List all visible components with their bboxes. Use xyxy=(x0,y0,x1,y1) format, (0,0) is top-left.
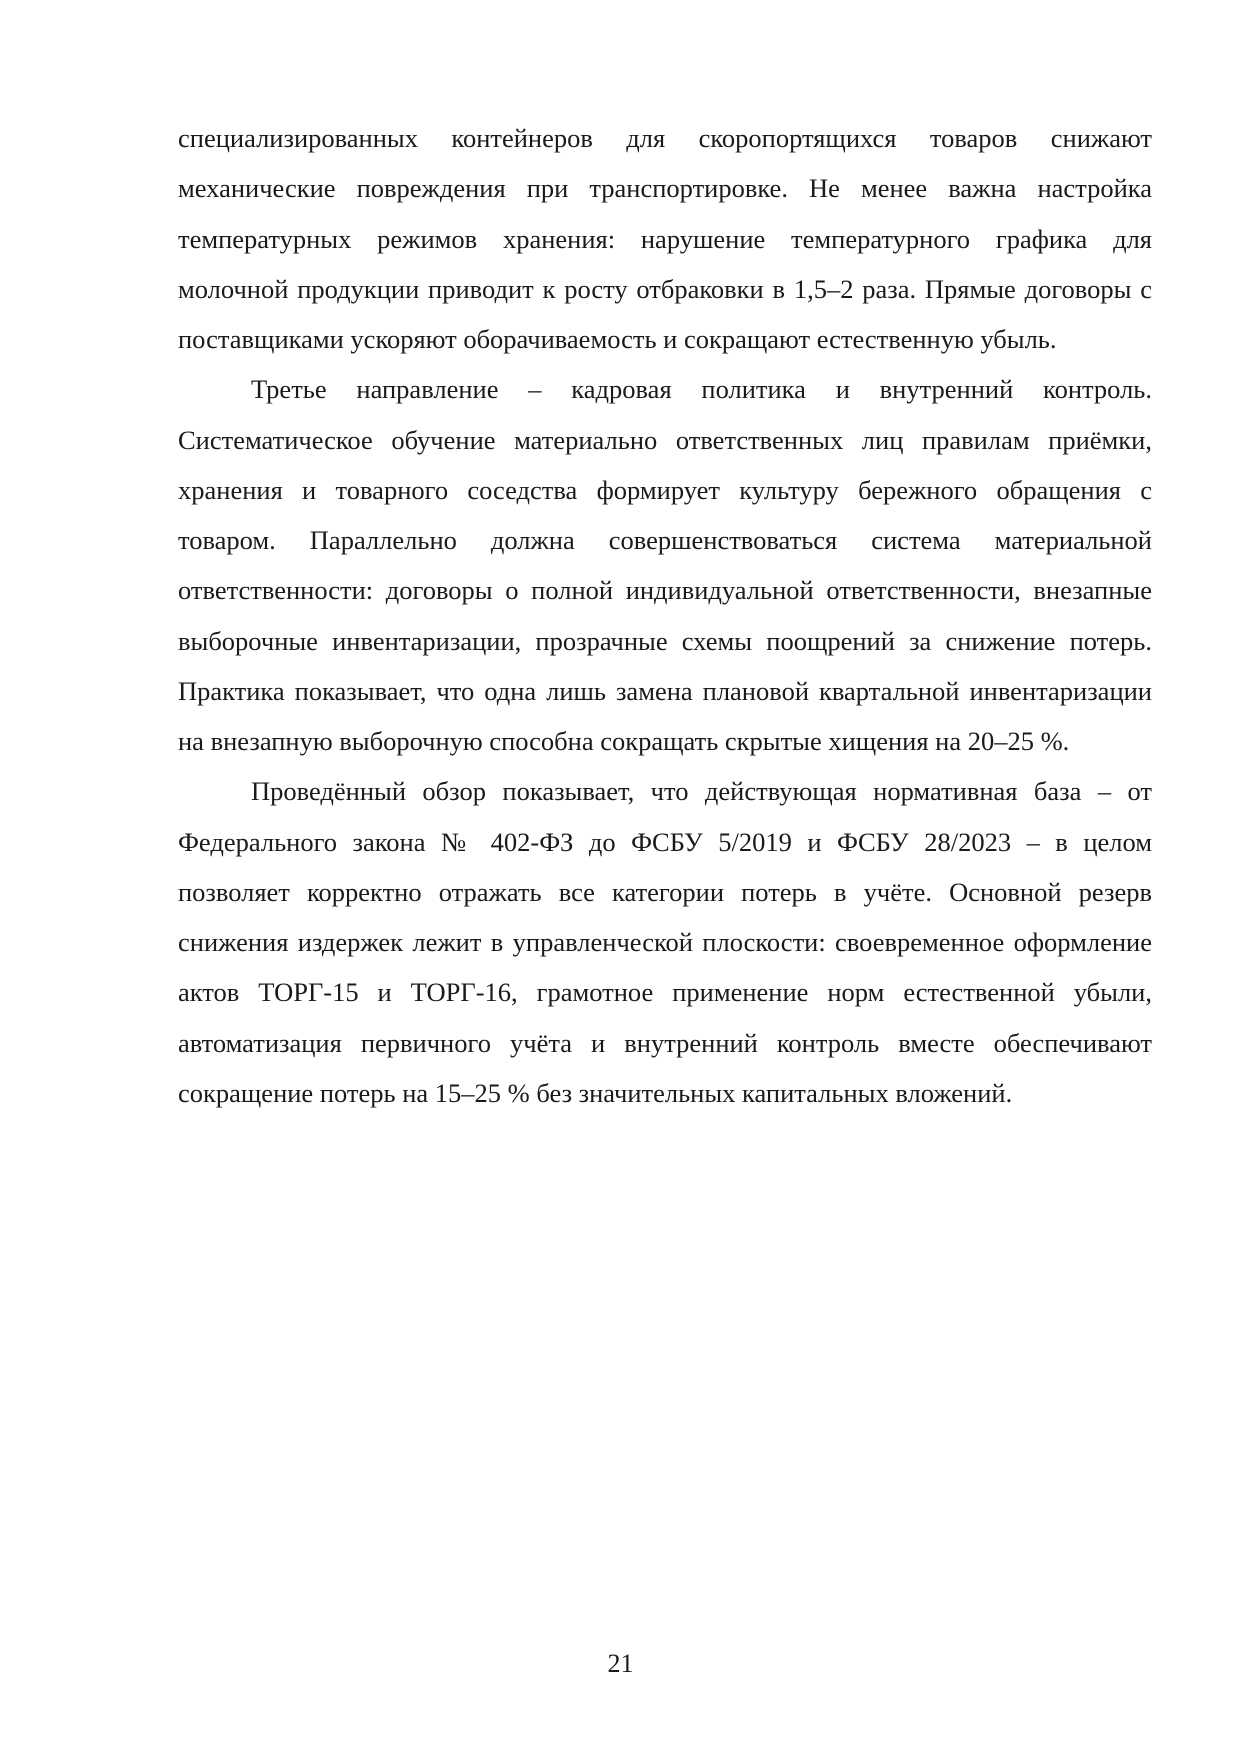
paragraph-1: специализированных контейнеров для скоропортящихся товаров снижают механические повреждения при транспортировке. Не менее важна настройка температурных режимов хранения: нарушение температурного графика для молочной продукции приводит к росту отбраковки в 1,5–2 раза. Прямые договоры с поставщиками ускоряют оборачиваемость и сокращают естественную убыль. xyxy=(178,123,1152,354)
document-body xyxy=(178,113,1152,1118)
paragraph-3: Проведённый обзор показывает, что действующая нормативная база – от Федерального закона № 402-ФЗ до ФСБУ 5/2019 и ФСБУ 28/2023 – в целом позволяет корректно отражать все категории потерь в учёте. Основной резерв снижения издержек лежит в управленческой плоскости: своевременное оформление актов ТОРГ-15 и ТОРГ-16, грамотное применение норм естественной убыли, автоматизация первичного учёта и внутренний контроль вместе обеспечивают сокращение потерь на 15–25 % без значительных капитальных вложений. xyxy=(178,776,1152,1108)
page-number: 21 xyxy=(607,1649,634,1678)
paragraph-2: Третье направление – кадровая политика и внутренний контроль. Систематическое обучение материально ответственных лиц правилам приёмки, хранения и товарного соседства формирует культуру бережного обращения с товаром. Параллельно должна совершенствоваться система материальной ответственности: договоры о полной индивидуальной ответственности, внезапные выборочные инвентаризации, прозрачные схемы поощрений за снижение потерь. Практика показывает, что одна лишь замена плановой квартальной инвентаризации на внезапную выборочную способна сокращать скрытые хищения на 20–25 %. xyxy=(178,374,1152,756)
